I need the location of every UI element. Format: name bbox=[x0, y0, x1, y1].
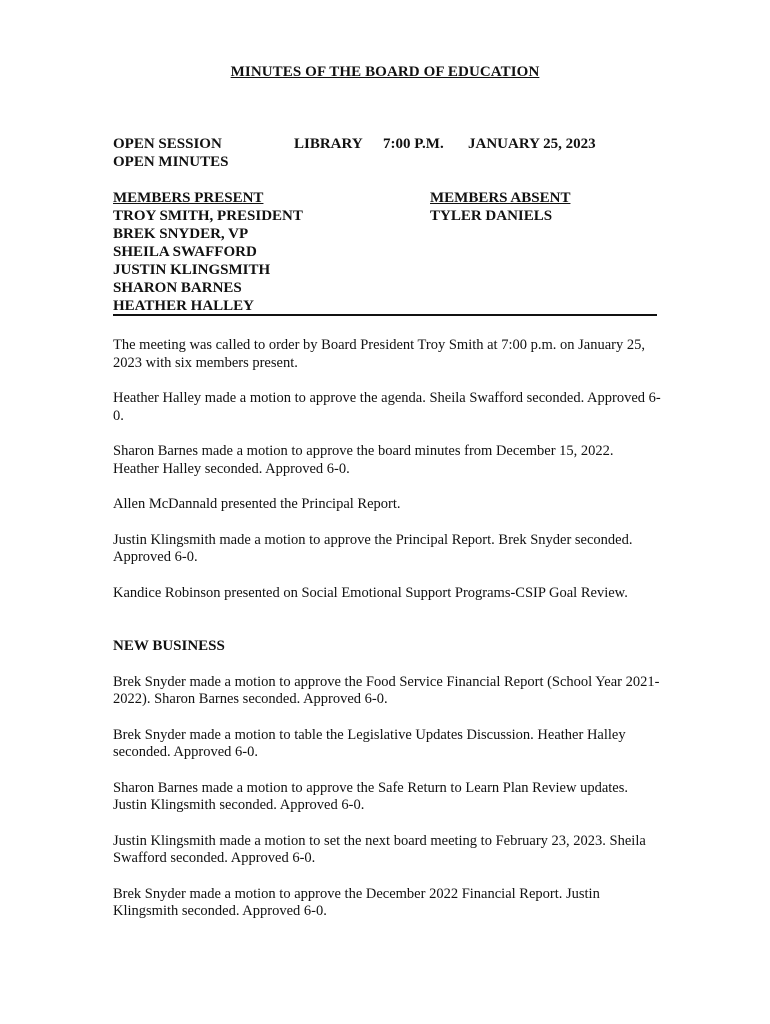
minutes-paragraph: Heather Halley made a motion to approve the agenda. Sheila Swafford seconded. Approved 6-0. bbox=[113, 390, 661, 424]
minutes-paragraph: Kandice Robinson presented on Social Emotional Support Programs-CSIP Goal Review. bbox=[113, 584, 628, 601]
new-business-heading: NEW BUSINESS bbox=[113, 638, 225, 654]
minutes-paragraph: Justin Klingsmith made a motion to set the next board meeting to February 23, 2023. Sheila Swafford seconded. Approved 6-0. bbox=[113, 832, 646, 866]
member-name: TROY SMITH, PRESIDENT bbox=[113, 208, 303, 224]
minutes-paragraph: Brek Snyder made a motion to approve the December 2022 Financial Report. Justin Klingsmith seconded. Approved 6-0. bbox=[113, 885, 600, 919]
members-absent-header: MEMBERS ABSENT bbox=[430, 190, 571, 206]
members-present-header: MEMBERS PRESENT bbox=[113, 190, 264, 206]
session-location: LIBRARY bbox=[294, 136, 363, 152]
member-name: SHEILA SWAFFORD bbox=[113, 244, 257, 260]
minutes-paragraph: Sharon Barnes made a motion to approve the board minutes from December 15, 2022. Heather Halley seconded. Approved 6-0. bbox=[113, 443, 614, 477]
minutes-paragraph: Brek Snyder made a motion to approve the Food Service Financial Report (School Year 2021-2022). Sharon Barnes seconded. Approved 6-0. bbox=[113, 673, 660, 707]
session-type: OPEN SESSION bbox=[113, 136, 222, 152]
document-title: MINUTES OF THE BOARD OF EDUCATION bbox=[230, 64, 540, 80]
members-absent-list bbox=[430, 189, 670, 225]
section-divider bbox=[113, 314, 657, 316]
session-time: 7:00 P.M. bbox=[383, 136, 444, 152]
members-present-list bbox=[113, 189, 413, 315]
minutes-paragraph: Brek Snyder made a motion to table the Legislative Updates Discussion. Heather Halley seconded. Approved 6-0. bbox=[113, 726, 626, 760]
minutes-paragraph: Allen McDannald presented the Principal Report. bbox=[113, 496, 401, 512]
member-name: JUSTIN KLINGSMITH bbox=[113, 262, 271, 278]
member-name: BREK SNYDER, VP bbox=[113, 226, 249, 242]
member-name: SHARON BARNES bbox=[113, 280, 242, 296]
member-name: TYLER DANIELS bbox=[430, 208, 553, 224]
minutes-paragraph: The meeting was called to order by Board President Troy Smith at 7:00 p.m. on January 25, 2023 with six members present. bbox=[113, 337, 645, 371]
minutes-paragraph: Sharon Barnes made a motion to approve the Safe Return to Learn Plan Review updates. Justin Klingsmith seconded. Approved 6-0. bbox=[113, 779, 629, 813]
minutes-body bbox=[113, 337, 661, 939]
session-date: JANUARY 25, 2023 bbox=[468, 136, 596, 152]
member-name: HEATHER HALLEY bbox=[113, 298, 254, 314]
minutes-paragraph: Justin Klingsmith made a motion to approve the Principal Report. Brek Snyder seconded. Approved 6-0. bbox=[113, 531, 633, 565]
session-subtitle: OPEN MINUTES bbox=[113, 154, 229, 170]
